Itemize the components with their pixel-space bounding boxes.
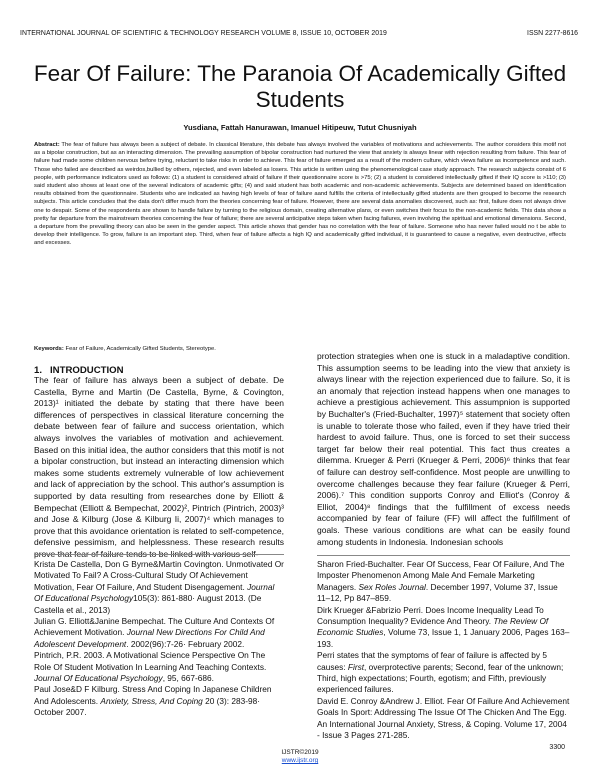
footnote: Sharon Fried-Buchalter. Fear Of Success, Fear Of Failure, And The Imposter Phenomenon Among Male And Female Marketing Managers. Sex Roles Journal. December 1997, Volume 37, Issue 11–12, Pp 847–859. xyxy=(317,559,565,604)
footnote: Pintrich, P.R. 2003. A Motivational Science Perspective On The Role Of Student Motivation In Learning And Teaching Contexts. Journal Of Educational Psychology, 95, 667-686. xyxy=(34,650,267,684)
author-list: Yusdiana, Fattah Hanurawan, Imanuel Hitipeuw, Tutut Chusniyah xyxy=(183,123,417,132)
keywords-text: Fear of Failure, Academically Gifted Students, Stereotype. xyxy=(65,346,216,352)
footnote: Paul Jose&D F Kilburg. Stress And Coping In Japanese Children And Adolescents. Anxiety, Stress, And Coping 20 (3): 283-98· October 2007. xyxy=(34,684,272,718)
keywords-label: Keywords: xyxy=(34,346,64,352)
footnote: David E. Conroy &Andrew J. Elliot. Fear Of Failure And Achievement Goals In Sport: Addressing The Issue Of The Chicken And The Egg. An International Journal Anxiety, Stress, & Coping. Volume 17, 2004 - Issue 3 Pages 271-285. xyxy=(317,695,570,741)
abstract xyxy=(34,141,566,248)
footnote: Krista De Castella, Don G Byrne&Martin Covington. Unmotivated Or Motivated To Fail? A Cross-Cultural Study Of Achievement Motivation, Fear Of Failure, And Student Disengagement. Journal Of Educational Psychology105(3): 861-880· August 2013. (De Castella et al., 2013) xyxy=(34,559,284,615)
section-title: INTRODUCTION xyxy=(50,365,124,376)
footer-copyright: IJSTR©2019 xyxy=(281,749,319,756)
footnote: Perri states that the symptoms of fear of failure is affected by 5 causes: First, overprotective parents; Second, fear of the unknown; Third, high expectations; Fourth, egotism; and Fifth, previously experienced failures. xyxy=(317,650,564,695)
abstract-text: The fear of failure has always been a subject of debate. In classical literature, this debate has always involved the variables of motivations and achievements. The author considers this motif not as a bipolar construction, but as an interacting dimension. The prevailing assumption of bipolar construction had nurtured the view that anxiety is always linear with rejection resulting from failure. This fear of failure had made some children nervous before trying, reluctant to take risks in order to achieve. This fear of failure emerged as a result of the modern culture, which views failure as incompetence and such. Those who failed are described as weirdos,bullied by others, rejected, and even labeled as losers. This article is written using the phenomenological case study approach. The research subjects consist of 6 people, with performance indicators used as follows: (1) a student is considered afraid of failure if their questionnaire score is >75; (2) a student is considered intellectually gifted if their IQ score is >110; (3) said student also shows at least one of the several indicators of academic gifts; (4) and said student has both academic and non-academic achievements. Subjects are determined based on identification results obtained from the questionnaire. Students who are indicated as having high levels of fear of failure aand fulfills the criteria of intellectually gifted students are then grouped to become the research subjects. This article concludes that the data don't differ much from the theories concerning fear of failure. However, there are several data anomalies discovered, such as: first, failure does not always drive one to despair. Some of the respondents are shown to handle failure by turning to the religious domain, creating alternative plans, or even switches their focus to the non-academic fields. This data show a pretty far departure from the mainstream theories concerning the fear of failure; there are several anticipative steps taken when facing failures, even involving the spiritual and emotional dimensions. Second, a departure from the prevailing theory can also be seen in the gender aspect. This article shows that gender has no correlation with the fear of failure. Someone who has never failed would no t be able to develop their intelligence. To grow, failure is an important step. Third, when fear of failure affects a high IQ and academically gifted individual, it is guaranteed to cause a negative, even destructive, effects and excesses. xyxy=(34,142,566,247)
footnote-divider-left xyxy=(34,554,284,555)
issn-header: ISSN 2277-8616 xyxy=(527,30,578,37)
footer-link[interactable]: www.ijstr.org xyxy=(281,757,319,764)
page-number: 3300 xyxy=(549,744,565,751)
intro-column-left: The fear of failure has always been a subject of debate. De Castella, Byrne and Martin (De Castella, Byrne, & Covington, 2013)¹ initiated the debate by stating that there have been differences of perspectives in classical literature concerning the debate between fear of failure and success orientation, which always involves the variables of motivation and achievement. Based on this initial idea, the author considers that this motif is not a bipolar construction, but instead an interacting dimension which makes some students extremely vulnerable of low achievement and lack of appreciation by the school. This author's assumption is supported by data resulting from researches done by Elliott & Bempechat (Elliott & Bempechat, 2002)², Pintrich (Pintrich, 2003)³ and Jose & Kilburg (Jose & Kilburg Ii, 2007)⁴ which manages to prove that this avoidance orientation is related to self-competence, defensive pessimism, and helplessness. These research results prove that fear of failure tends to be linked with various self- xyxy=(34,375,284,559)
section-number: 1. xyxy=(34,365,43,376)
paper-title: Fear Of Failure: The Paranoia Of Academically Gifted Students xyxy=(33,61,567,112)
footnote-divider-right xyxy=(317,555,570,556)
footnotes-right xyxy=(317,559,570,742)
abstract-label: Abstract: xyxy=(34,142,60,148)
footnote: Julian G. Elliott&Janine Bempechat. The Culture And Contexts Of Achievement Motivation. Journal New Directions For Child And Adolescent Development. 2002(96):7-26· February 2002. xyxy=(34,616,275,649)
intro-column-right: protection strategies when one is stuck in a maladaptive condition. This assumption seems to be leading into the view that anxiety is always linear with the rejection experienced due to failure. So, it is an anomaly that rejection instead happens when one manages to achieve a prestigious achievement. This assumpnion is supported by Buchalter's (Fried-Buchalter, 1997)⁵ statement that society often is unable to tolerate those who failed, even if they have tried their hardest to avoid failure. Thus, one is forced to set their success target far below their real potential. This fact thus creates a dilemma. Krueger & Perri (Krueger & Perri, 2006)⁶ thinks that fear of failure can destroy self-confidence. Most people are unwilling to overcome challenges because they fear failure (Krueger & Perri, 2006).⁷ This condition supports Conroy and Elliot's (Conroy & Elliot, 2004)⁸ findings that the fulfillment of excess needs accompanied by fear of failure (FF) will affect the fulfillment of goals. These various conditions are what can be easily found among students in Indonesia. Indonesian schools xyxy=(317,351,570,547)
journal-header: INTERNATIONAL JOURNAL OF SCIENTIFIC & TECHNOLOGY RESEARCH VOLUME 8, ISSUE 10, OCTOBER 2019 xyxy=(20,30,387,37)
footnote: Dirk Krueger &Fabrizio Perri. Does Income Inequality Lead To Consumption Inequality? Evidence And Theory. The Review Of Economic Studies, Volume 73, Issue 1, 1 January 2006, Pages 163–193. xyxy=(317,604,570,649)
footnotes-left xyxy=(34,559,284,719)
